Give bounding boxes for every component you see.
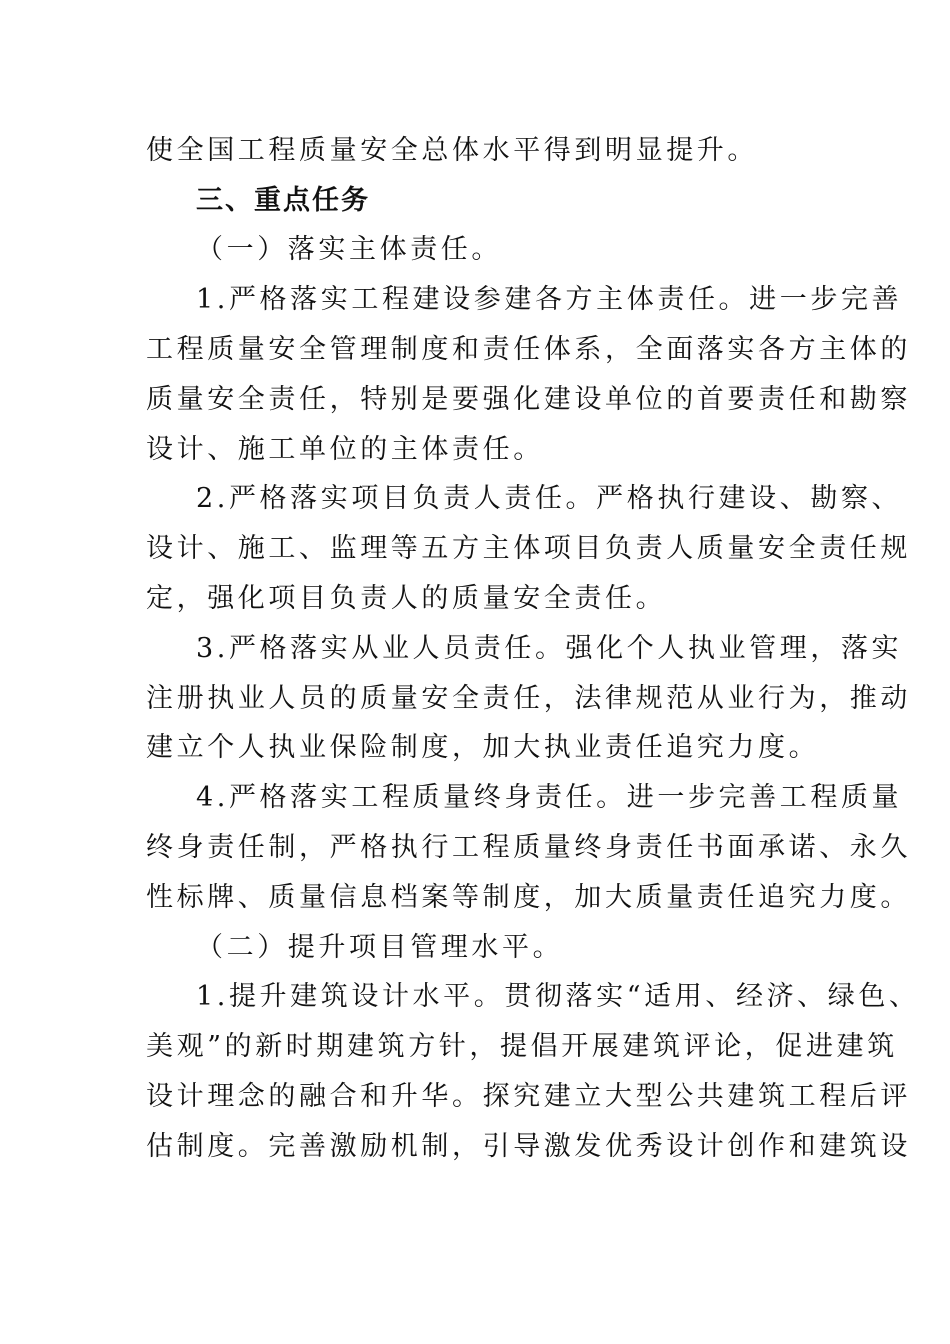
paragraph-line: 3.严格落实从业人员责任。强化个人执业管理，落实: [196, 633, 903, 664]
paragraph-line: 美观”的新时期建筑方针，提倡开展建筑评论，促进建筑: [146, 1031, 898, 1062]
paragraph-line: 设计、施工单位的主体责任。: [146, 434, 544, 465]
section-heading: 三、重点任务: [196, 185, 370, 216]
paragraph-line: 终身责任制，严格执行工程质量终身责任书面承诺、永久: [146, 832, 911, 863]
paragraph-line: 注册执业人员的质量安全责任，法律规范从业行为，推动: [146, 683, 911, 714]
paragraph-line: 设计、施工、监理等五方主体项目负责人质量安全责任规: [146, 533, 911, 564]
paragraph-line: 定，强化项目负责人的质量安全责任。: [146, 583, 667, 614]
paragraph-line: 4.严格落实工程质量终身责任。进一步完善工程质量: [196, 782, 903, 813]
paragraph-line: 1.严格落实工程建设参建各方主体责任。进一步完善: [196, 284, 903, 315]
paragraph-line: 质量安全责任，特别是要强化建设单位的首要责任和勘察: [146, 384, 911, 415]
paragraph-line: 2.严格落实项目负责人责任。严格执行建设、勘察、: [196, 483, 903, 514]
paragraph-line: 估制度。完善激励机制，引导激发优秀设计创作和建筑设: [146, 1131, 911, 1162]
paragraph-line: 建立个人执业保险制度，加大执业责任追究力度。: [146, 732, 820, 763]
subsection-heading: （一）落实主体责任。: [196, 234, 502, 265]
paragraph-line: 设计理念的融合和升华。探究建立大型公共建筑工程后评: [146, 1081, 911, 1112]
subsection-heading: （二）提升项目管理水平。: [196, 932, 564, 963]
paragraph-line: 性标牌、质量信息档案等制度，加大质量责任追究力度。: [146, 882, 911, 913]
paragraph-line: 工程质量安全管理制度和责任体系，全面落实各方主体的: [146, 334, 911, 365]
paragraph-line: 1.提升建筑设计水平。贯彻落实“适用、经济、绿色、: [196, 981, 920, 1012]
paragraph-line: 使全国工程质量安全总体水平得到明显提升。: [146, 135, 758, 166]
